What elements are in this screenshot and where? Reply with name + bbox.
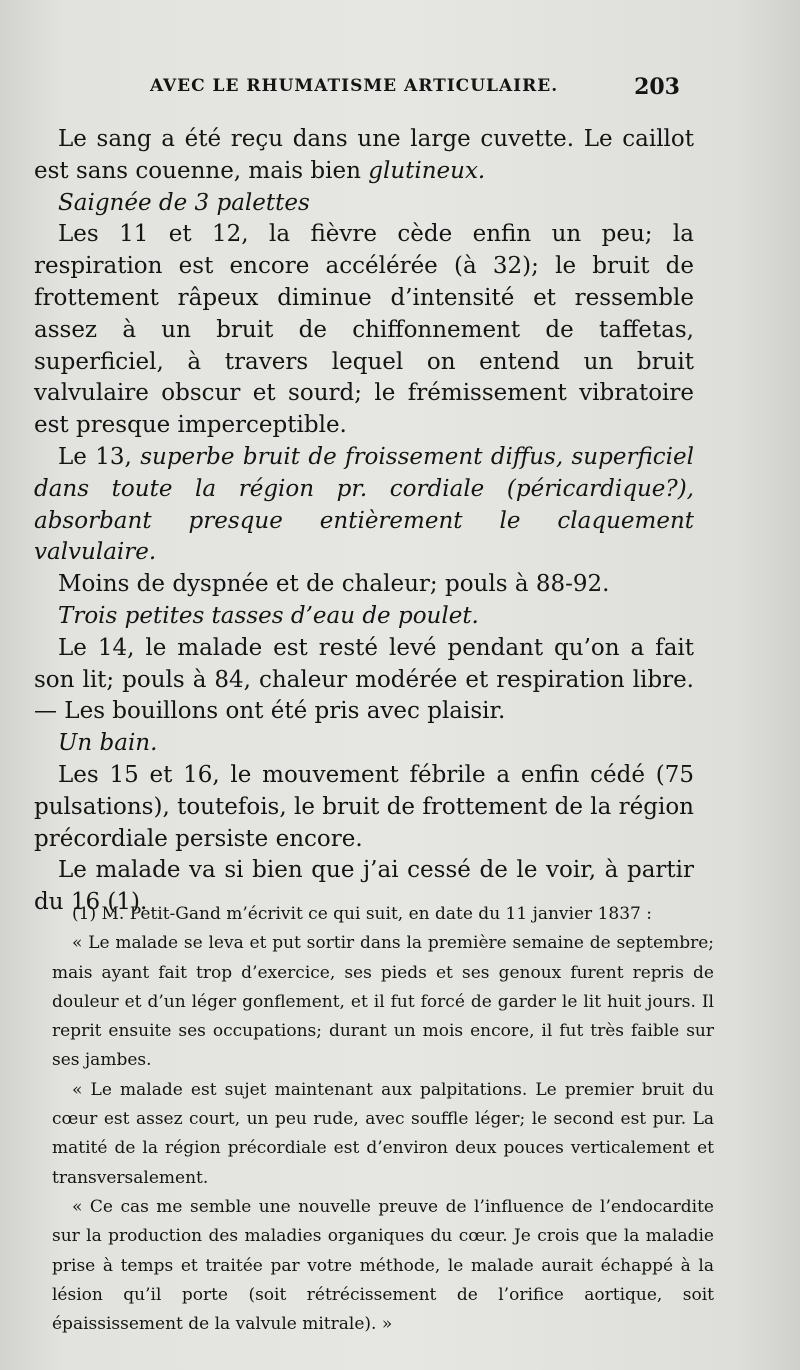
prescription-line: Un bain.	[58, 730, 158, 757]
footnotes	[52, 900, 714, 1339]
running-title: AVEC LE RHUMATISME ARTICULAIRE.	[150, 76, 559, 96]
footnote: (1) M. Petit-Gand m’écrivit ce qui suit, en date du 11 janvier 1837 :	[72, 904, 652, 924]
paragraph: Le malade va si bien que j’ai cessé de le voir, à partir du 16 (1).	[34, 857, 694, 916]
footnote-quote: « Le malade se leva et put sortir dans la première semaine de septembre; mais ayant fait trop d’exercice, ses pieds et ses genoux furent repris de douleur et d’un léger gonflement, et il fut forcé de garder le lit huit jours. Il reprit ensuite ses occupations; durant un mois encore, il fut très faible sur ses jambes.	[52, 933, 714, 1071]
italic-text: superbe bruit de froissement diffus, superficiel dans toute la région pr. cordiale (péricardique?), absorbant presque entièrement le claquement valvulaire.	[34, 443, 694, 566]
paragraph: Moins de dyspnée et de chaleur; pouls à 88-92.	[58, 571, 610, 598]
page-number: 203	[634, 74, 680, 100]
paragraph: Le 14, le malade est resté levé pendant qu’on a fait son lit; pouls à 84, chaleur modérée et respiration libre. — Les bouillons ont été pris avec plaisir.	[34, 634, 694, 725]
footnote-quote: « Ce cas me semble une nouvelle preuve de l’influence de l’endocardite sur la production des maladies organiques du cœur. Je crois que la maladie prise à temps et traitée par votre méthode, le malade aurait échappé à la lésion qu’il porte (soit rétrécissement de l’orifice aortique, soit épaississement de la valvule mitrale). »	[52, 1196, 714, 1335]
footnote-quote: « Le malade est sujet maintenant aux palpitations. Le premier bruit du cœur est assez court, un peu rude, avec souffle léger; le second est pur. La matité de la région précordiale est d’environ deux pouces verticalement et transversalement.	[52, 1079, 714, 1188]
paragraph	[34, 124, 694, 188]
paragraph	[34, 442, 694, 569]
paragraph: Les 15 et 16, le mouvement fébrile a enfin cédé (75 pulsations), toutefois, le bruit de frottement de la région précordiale persiste encore.	[34, 761, 694, 852]
italic-text: glutineux.	[368, 157, 486, 184]
prescription-line: Saignée de 3 palettes	[58, 189, 310, 216]
main-text	[34, 124, 694, 919]
paragraph: Les 11 et 12, la fièvre cède enfin un peu; la respiration est encore accélérée (à 32); le bruit de frottement râpeux diminue d’intensité et ressemble assez à un bruit de chiffonnement de taffetas, superficiel, à travers lequel on entend un bruit valvulaire obscur et sourd; le frémissement vibratoire est presque imperceptible.	[34, 221, 694, 439]
paragraph-text: Le 13,	[58, 443, 141, 470]
paragraph-text: Le sang a été reçu dans une large cuvette. Le caillot est sans couenne, mais bien	[34, 126, 694, 184]
prescription-line: Trois petites tasses d’eau de poulet.	[58, 602, 479, 629]
page-header	[150, 74, 680, 104]
